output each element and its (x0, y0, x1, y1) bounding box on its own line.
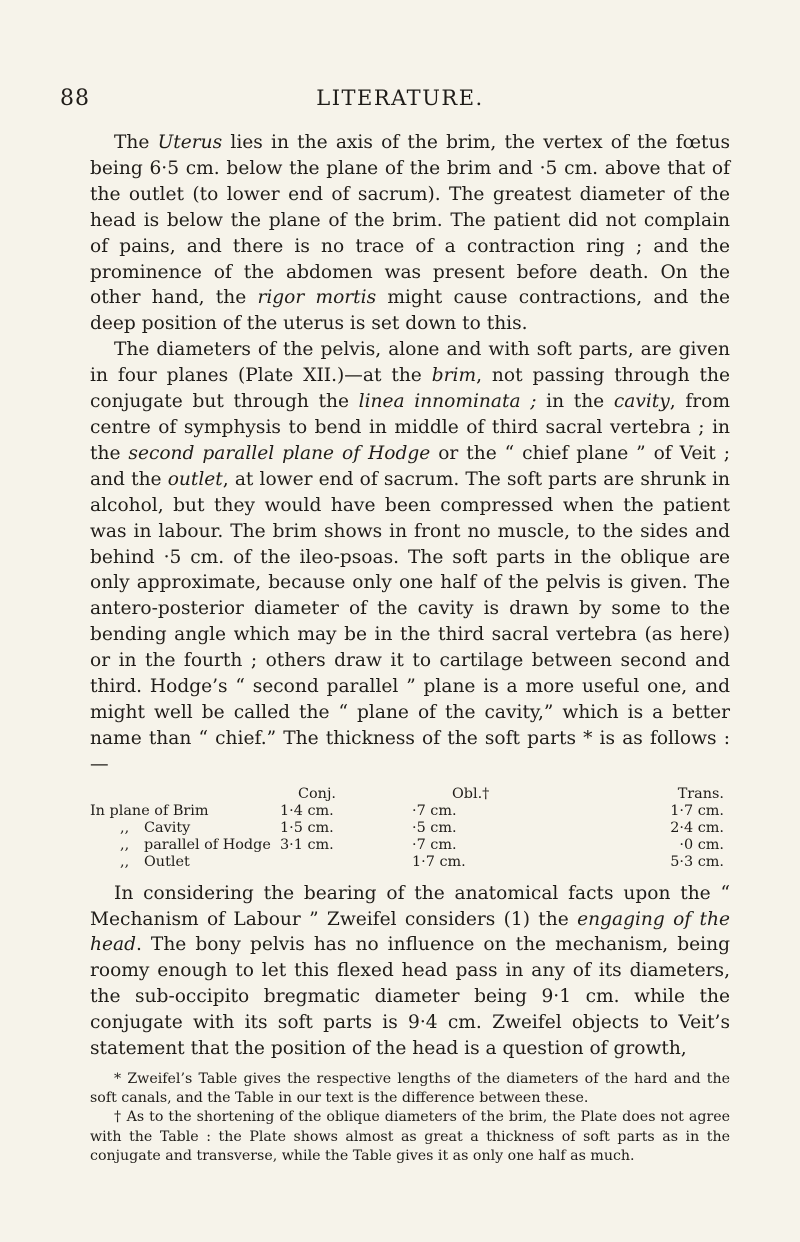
page-header (0, 86, 800, 116)
italic-term: Uterus (157, 132, 223, 153)
table-row (90, 837, 730, 854)
row-label: In plane of Brim (90, 802, 209, 819)
italic-term: cavity (613, 391, 670, 413)
italic-term: second parallel plane of Hodge (128, 442, 431, 464)
footnotes (90, 1070, 730, 1166)
cell-obl: ·7 cm. (412, 836, 457, 853)
ditto-mark: ,, (120, 853, 130, 870)
paragraph-mechanism (90, 881, 730, 1062)
italic-term: linea innominata ; (358, 391, 537, 413)
row-label: Cavity (144, 819, 191, 836)
table-header-row (90, 786, 730, 803)
table-header-cell: Obl.† (452, 785, 490, 802)
row-label-cell (90, 820, 280, 837)
table-row (90, 854, 730, 871)
text-run: lies in the axis of the brim, the vertex of the fœtus being 6·5 cm. below the plane of the brim and ·5 cm. above that of the outlet (to lower end of sacrum). The greatest diameter of the head is below the plane of the brim. The patient did not complain of pains, and there is no trace of a contraction ring ; and the prominence of the abdomen was present before death. On the other hand, the (90, 132, 731, 309)
text-run: in the (536, 391, 614, 413)
cell-obl: ·7 cm. (412, 802, 457, 819)
text-run: , at lower end of sacrum. The soft parts are shrunk in alcohol, but they would have been compressed when the patient was in labour. The brim shows in front no muscle, to the sides and behind ·5 cm. of the ileo-psoas. The soft parts in the oblique are only approximate, because only one half of the pelvis is given. The antero-posterior diameter of the cavity is drawn by some to the bending angle which may be in the third sacral vertebra (as here) or in the fourth ; others draw it to cartilage between second and third. Hodge’s “ second parallel ” plane is a more useful one, and might well be called the “ plane of the cavity,” which is a better name than “ chief.” The thickness of the soft parts * is as follows :— (90, 468, 730, 775)
text-run: The (114, 132, 158, 153)
table-header-cell: Conj. (298, 785, 336, 802)
soft-parts-table (90, 786, 730, 871)
text-run: or the “ chief plane ” of Veit ; and the (90, 442, 730, 490)
italic-term: outlet (167, 468, 223, 490)
footnote: * Zweifel’s Table gives the respective lengths of the diameters of the hard and the soft canals, and the Table in our text is the difference between these. (90, 1071, 730, 1107)
cell-conj: 1·5 cm. (280, 819, 334, 836)
row-label-cell (90, 854, 280, 871)
cell-trans: ·0 cm. (679, 836, 724, 853)
row-label: Outlet (144, 853, 190, 870)
cell-obl: 1·7 cm. (412, 853, 466, 870)
text-run: , not passing through the conjugate but through the (90, 365, 730, 413)
text-run: . The bony pelvis has no influence on the mechanism, being roomy enough to let this flexed head pass in any of its diameters, the sub-occipito bregmatic diameter being 9·1 cm. while the conjugate with its soft parts is 9·4 cm. Zweifel objects to Veit’s statement that the position of the head is a question of growth, (90, 934, 730, 1060)
page-number: 88 (60, 86, 90, 111)
paragraph-diameters (90, 337, 730, 777)
footnote: † As to the shortening of the oblique diameters of the brim, the Plate does not agree with the Table : the Plate shows almost as great a thickness of soft parts as in the conjugate and transverse, while the Table gives it as only one half as much. (90, 1109, 730, 1164)
page-body (90, 130, 730, 1166)
text-run: , from centre of symphysis to bend in middle of third sacral vertebra ; in the (90, 391, 730, 464)
table-row (90, 820, 730, 837)
text-run: The diameters of the pelvis, alone and with soft parts, are given in four planes (Plate XII.)—at the (90, 339, 730, 387)
table-header-cell (90, 786, 280, 803)
cell-obl: ·5 cm. (412, 819, 457, 836)
text-run: might cause contractions, and the deep position of the uterus is set down to this. (90, 287, 730, 335)
cell-conj (280, 854, 412, 871)
ditto-mark: ,, (120, 819, 130, 836)
table-header-cell: Trans. (677, 785, 724, 802)
table-row (90, 803, 730, 820)
ditto-mark: ,, (120, 836, 130, 853)
italic-term: brim (431, 365, 477, 387)
row-label: parallel of Hodge (144, 836, 271, 853)
italic-term: rigor mortis (257, 287, 377, 309)
cell-trans: 5·3 cm. (670, 853, 724, 870)
paragraph-uterus (90, 130, 730, 337)
cell-trans: 1·7 cm. (670, 802, 724, 819)
cell-trans: 2·4 cm. (670, 819, 724, 836)
cell-conj: 3·1 cm. (280, 836, 334, 853)
italic-term: engaging of the head (90, 908, 731, 956)
cell-conj: 1·4 cm. (280, 802, 334, 819)
text-run: In considering the bearing of the anatomical facts upon the “ Mechanism of Labour ” Zweifel considers (1) the (90, 882, 730, 930)
running-head: LITERATURE. (316, 86, 484, 110)
row-label-cell (90, 837, 280, 854)
